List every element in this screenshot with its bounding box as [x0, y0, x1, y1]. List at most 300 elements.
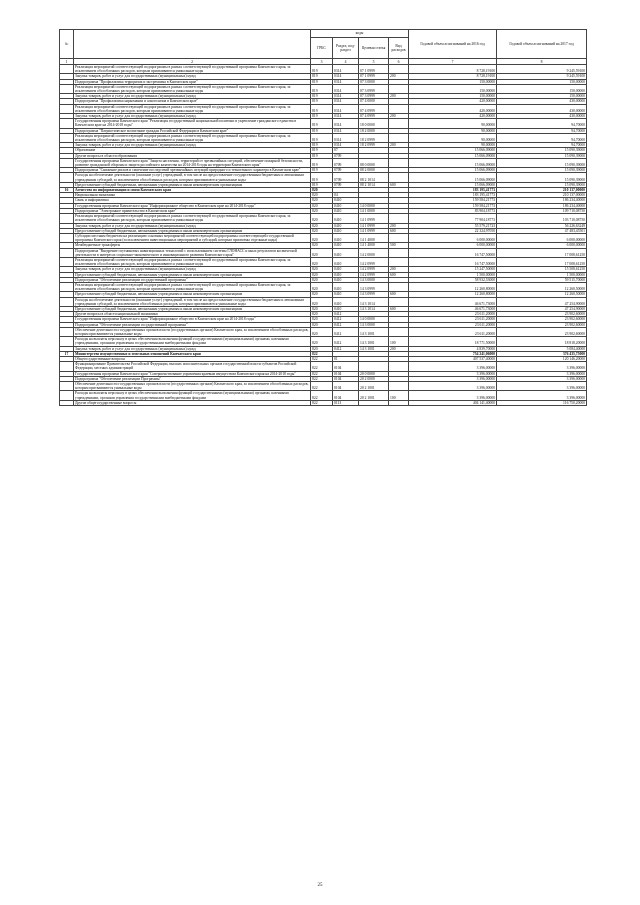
row-target: 14 2 0999 [359, 267, 389, 272]
row-expense-type: 200 [389, 267, 409, 272]
row-amount-2017: 150,00000 [497, 84, 587, 93]
row-amount-2016: 1 500,00000 [409, 272, 497, 277]
row-grbs: 819 [311, 168, 333, 173]
row-name: Закупка товаров, работ и услуг для государственных (муниципальных) нужд [74, 74, 311, 79]
row-section: 0104 [333, 362, 359, 371]
row-target: 14 0 0000 [359, 203, 389, 208]
row-target: 07 4 0000 [359, 99, 389, 104]
row-name: Предоставление субсидий бюджетным, автономным учреждениям и иным некоммерческим организациям [74, 272, 311, 277]
row-section: 0410 [333, 267, 359, 272]
row-amount-2016: 90,00000 [409, 133, 497, 142]
row-amount-2016: 420,00000 [409, 99, 497, 104]
row-name: Образование [74, 148, 311, 153]
row-amount-2017: 23 902,60000 [497, 327, 587, 336]
row-section: 0709 [333, 158, 359, 167]
row-target: 14 1 0999 [359, 223, 389, 228]
row-section: 0410 [333, 277, 359, 282]
row-amount-2016: 90,00000 [409, 143, 497, 148]
row-number [60, 104, 74, 113]
row-expense-type [389, 400, 409, 405]
row-target: 14 3 1001 [359, 346, 389, 351]
row-amount-2016: 23 611,20000 [409, 327, 497, 336]
row-section: 04 [333, 193, 359, 198]
row-section: 0709 [333, 153, 359, 158]
row-amount-2016: 18 771,50000 [409, 337, 497, 346]
header-section: Раздел, под-раздел [333, 38, 359, 59]
row-section: 01 [333, 356, 359, 361]
row-number [60, 337, 74, 346]
row-amount-2017: 94,70000 [497, 143, 587, 148]
row-expense-type: 200 [389, 94, 409, 99]
row-section: 0412 [333, 312, 359, 317]
row-amount-2016: 16 747,50000 [409, 257, 497, 266]
row-number [60, 233, 74, 242]
row-target: 14 1 4000 [359, 233, 389, 242]
row-name: Подпрограмма "Профилактика терроризма и экстремизма в Камчатском крае" [74, 79, 311, 84]
row-amount-2016: 15 066,09000 [409, 182, 497, 187]
row-amount-2017: 12 260,50000 [497, 282, 587, 291]
row-amount-2016: 404 141,40000 [409, 400, 497, 405]
row-amount-2016: 4 839,70000 [409, 346, 497, 351]
row-expense-type [389, 173, 409, 182]
row-section: 0314 [333, 74, 359, 79]
row-name: Государственная программа Камчатского края "Реализация государственной национальной политики и укрепление гражданского единства в Камчатском крае на 2014-2018 годы" [74, 119, 311, 128]
row-amount-2017: 56 226,63249 [497, 223, 587, 228]
row-name: Межбюджетные трансферты [74, 243, 311, 248]
header-expense-type: Вид расходов [389, 38, 409, 59]
row-target: 07 1 0999 [359, 74, 389, 79]
row-target: 14 1 0000 [359, 208, 389, 213]
row-amount-2016: 77 904,18773 [409, 214, 497, 223]
row-name: Предоставление субсидий бюджетным, автономным учреждениям и иным некоммерческим организациям [74, 182, 311, 187]
row-amount-2016: 58 932,53000 [409, 277, 497, 282]
row-grbs: 819 [311, 173, 333, 182]
row-name: Связь и информатика [74, 198, 311, 203]
row-grbs: 820 [311, 327, 333, 336]
row-grbs: 819 [311, 94, 333, 99]
row-amount-2017: 15 090,39000 [497, 148, 587, 153]
row-target: 18 0 0000 [359, 119, 389, 128]
row-grbs: 822 [311, 400, 333, 405]
row-amount-2017: 9 245,59100 [497, 65, 587, 74]
row-expense-type: 200 [389, 223, 409, 228]
row-amount-2016: 183 195,41773 [409, 188, 497, 193]
row-amount-2017: 186 234,40000 [497, 198, 587, 203]
row-section: 0709 [333, 173, 359, 182]
row-section: 0314 [333, 119, 359, 128]
row-name: Предоставление субсидий бюджетным, автономным учреждениям и иным некоммерческим организациям [74, 292, 311, 297]
row-name: Подпрограмма "Внедрение спутниковых навигационных технологий с использованием системы ГЛОНАСС и иных результатов космической деятельности в интересах социально-экономического и инновационного развития Камчатского края" [74, 248, 311, 257]
row-grbs: 822 [311, 351, 333, 356]
row-grbs: 820 [311, 282, 333, 291]
row-amount-2017: 23 902,60000 [497, 312, 587, 317]
table-row [60, 119, 587, 128]
row-expense-type [389, 382, 409, 391]
row-section: 0412 [333, 327, 359, 336]
row-section: 0410 [333, 292, 359, 297]
row-name: Расходы на выплаты персоналу в целях обеспечения выполнения функций государственными (муниципальными) органами, казенными учреждениями, органами управления государственными внебюджетными фондами [74, 337, 311, 346]
row-target: 14 2 0999 [359, 257, 389, 266]
row-grbs: 819 [311, 158, 333, 167]
header-name [74, 30, 311, 59]
row-section: 0410 [333, 257, 359, 266]
row-amount-2017: 3 396,00000 [497, 382, 587, 391]
row-amount-2017: 5 084,40000 [497, 346, 587, 351]
row-amount-2017: 430,00000 [497, 104, 587, 113]
row-target: 14 1 0999 [359, 228, 389, 233]
row-amount-2017: 109 710,08750 [497, 208, 587, 213]
table-row [60, 337, 587, 346]
row-target: 14 2 0999 [359, 272, 389, 277]
row-grbs: 819 [311, 153, 333, 158]
row-amount-2016: 407 537,40000 [409, 356, 497, 361]
row-amount-2017: 6 000,00000 [497, 243, 587, 248]
row-name: Другие вопросы в области образования [74, 153, 311, 158]
row-expense-type [389, 104, 409, 113]
row-name: Государственная программа Камчатского края "Совершенствование управления краевым имуществом Камчатского края на 2014-2018 годы" [74, 371, 311, 376]
header-vol-2016: Годовой объем ассигнований на 2016 год [409, 30, 497, 59]
row-name: Реализация мероприятий соответствующей подпрограммы в рамках соответствующей государственной программы Камчатского края, за исключением обособленных расходов, которым присваиваются уникальные коды [74, 133, 311, 142]
row-amount-2016: 15 066,09000 [409, 173, 497, 182]
row-number [60, 214, 74, 223]
row-grbs: 820 [311, 243, 333, 248]
row-amount-2017: 18 818,20000 [497, 337, 587, 346]
row-amount-2017: 17 008,61250 [497, 257, 587, 266]
row-expense-type [389, 214, 409, 223]
row-amount-2017: 3 396,00000 [497, 362, 587, 371]
row-name: Агентство по информатизации и связи Камчатского края [74, 188, 311, 193]
row-target: 07 4 0999 [359, 104, 389, 113]
row-section: 0314 [333, 143, 359, 148]
row-section: 0314 [333, 94, 359, 99]
row-name: Закупка товаров, работ и услуг для государственных (муниципальных) нужд [74, 267, 311, 272]
row-expense-type [389, 119, 409, 128]
row-target: 14 1 0999 [359, 214, 389, 223]
row-grbs: 819 [311, 133, 333, 142]
row-grbs: 820 [311, 297, 333, 306]
row-amount-2017: 116 750,20000 [497, 400, 587, 405]
row-grbs: 819 [311, 119, 333, 128]
row-amount-2017: 150,00000 [497, 94, 587, 99]
row-section: 0104 [333, 382, 359, 391]
row-number [60, 327, 74, 336]
row-name: Функционирование Правительства Российской Федерации, высших исполнительных органов государственной власти субъектов Российской Федерации, местных администраций [74, 362, 311, 371]
row-section: 0709 [333, 182, 359, 187]
row-section: 0410 [333, 243, 359, 248]
row-number: 16 [60, 188, 74, 193]
row-grbs: 820 [311, 312, 333, 317]
row-section: 0410 [333, 272, 359, 277]
row-amount-2016: 22 324,97050 [409, 228, 497, 233]
row-expense-type [389, 158, 409, 167]
row-amount-2017: 17 008,61250 [497, 248, 587, 257]
row-target: 14 3 0000 [359, 277, 389, 282]
col-number: 4 [333, 59, 359, 65]
row-section: 0410 [333, 208, 359, 213]
row-grbs: 820 [311, 322, 333, 327]
row-grbs: 820 [311, 223, 333, 228]
row-grbs: 820 [311, 346, 333, 351]
col-number: 2 [74, 59, 311, 65]
row-amount-2017: 103 710,08750 [497, 214, 587, 223]
row-amount-2017: 47 254,90000 [497, 306, 587, 311]
header-row [60, 30, 587, 38]
row-amount-2017: 210 137,00000 [497, 188, 587, 193]
row-section: 0314 [333, 133, 359, 142]
row-amount-2016: 3 396,00000 [409, 376, 497, 381]
table-row [60, 233, 587, 242]
row-expense-type [389, 65, 409, 74]
row-grbs: 819 [311, 84, 333, 93]
row-target: 20 0 0000 [359, 371, 389, 376]
row-number [60, 133, 74, 142]
row-target: 14 3 1014 [359, 297, 389, 306]
row-expense-type: 100 [389, 337, 409, 346]
row-expense-type: 200 [389, 143, 409, 148]
row-grbs: 820 [311, 188, 333, 193]
header-target: Целевая статья [359, 38, 389, 59]
row-target: 08 2 1014 [359, 173, 389, 182]
row-amount-2017: 15 090,39000 [497, 182, 587, 187]
row-grbs: 822 [311, 382, 333, 391]
row-expense-type: 600 [389, 272, 409, 277]
row-target: 14 3 0999 [359, 282, 389, 291]
row-grbs: 820 [311, 277, 333, 282]
row-grbs: 820 [311, 233, 333, 242]
row-amount-2017: 15 090,39000 [497, 173, 587, 182]
row-amount-2017: 376 435,75000 [497, 351, 587, 356]
col-number: 6 [389, 59, 409, 65]
row-expense-type [389, 327, 409, 336]
row-amount-2017: 430,00000 [497, 114, 587, 119]
row-section: 0113 [333, 400, 359, 405]
row-section: 07 [333, 148, 359, 153]
row-name: Общегосударственные вопросы [74, 356, 311, 361]
row-grbs: 819 [311, 104, 333, 113]
row-expense-type: 600 [389, 228, 409, 233]
table-row [60, 282, 587, 291]
row-target: 18 2 0999 [359, 133, 389, 142]
row-expense-type [389, 282, 409, 291]
row-name: Расходы на обеспечение деятельности (оказание услуг) учреждений, в том числе на предоставление государственным бюджетным и автономным учреждениям субсидий, за исключением обособленных расходов, которым присваиваются уникальные коды [74, 173, 311, 182]
row-grbs: 820 [311, 248, 333, 257]
row-target: 07 3 0999 [359, 84, 389, 93]
row-amount-2016: 83 904,18773 [409, 208, 497, 213]
header-codes: коды [311, 30, 409, 38]
col-number: 3 [311, 59, 333, 65]
row-grbs: 822 [311, 376, 333, 381]
table-row [60, 362, 587, 371]
row-target: 18 2 0000 [359, 128, 389, 133]
row-name: Реализация мероприятий соответствующей подпрограммы в рамках соответствующей государственной программы Камчатского края, за исключением обособленных расходов, которым присваиваются уникальные коды [74, 257, 311, 266]
row-amount-2016: 15 066,09000 [409, 153, 497, 158]
row-name: Реализация мероприятий соответствующей подпрограммы в рамках соответствующей государственной программы Камчатского края, за исключением обособленных расходов, которым присваиваются уникальные коды [74, 65, 311, 74]
row-amount-2017: 23 902,60000 [497, 322, 587, 327]
row-amount-2016: 23 611,20000 [409, 312, 497, 317]
row-name: Закупка товаров, работ и услуг для государственных (муниципальных) нужд [74, 223, 311, 228]
row-target: 08 0 0000 [359, 158, 389, 167]
table-body [60, 65, 587, 406]
row-amount-2017: 94,70000 [497, 128, 587, 133]
row-amount-2017: 3 396,00000 [497, 376, 587, 381]
row-grbs: 820 [311, 198, 333, 203]
row-name: Предоставление субсидий бюджетным, автономным учреждениям и иным некоммерческим организациям [74, 306, 311, 311]
row-section: 0314 [333, 128, 359, 133]
row-amount-2016: 183 195,41773 [409, 193, 497, 198]
row-name: Субсидии местным бюджетам на реализацию основных мероприятий соответствующей подпрограммы соответствующей государственной программы Камчатского края (за исключением инвестиционных мероприятий и субсидий, которым присвоены отдельные коды) [74, 233, 311, 242]
row-target: 14 1 4000 [359, 243, 389, 248]
row-grbs: 820 [311, 203, 333, 208]
row-amount-2016: 159 584,21773 [409, 198, 497, 203]
row-name: Другие вопросы в области национальной экономики [74, 312, 311, 317]
row-name: Подпрограмма "Патриотическое воспитание граждан Российской Федерации в Камчатском крае" [74, 128, 311, 133]
row-section: 0314 [333, 99, 359, 104]
table-row [60, 173, 587, 182]
row-target: 07 3 0000 [359, 79, 389, 84]
row-amount-2017: 15 090,39000 [497, 153, 587, 158]
row-amount-2016: 15 247,50000 [409, 267, 497, 272]
table-row [60, 382, 587, 391]
row-target: 14 2 0000 [359, 248, 389, 257]
table-row [60, 327, 587, 336]
row-name: Предоставление субсидий бюджетным, автономным учреждениям и иным некоммерческим организациям [74, 228, 311, 233]
row-expense-type [389, 362, 409, 371]
row-name: Другие общегосударственные вопросы [74, 400, 311, 405]
table-row [60, 248, 587, 257]
row-section: 0104 [333, 391, 359, 400]
table-row [60, 214, 587, 223]
row-amount-2017: 47 254,90000 [497, 297, 587, 306]
row-name: Обеспечение деятельности государственных органов власти (государственных органов) Камчатского края, за исключением обособленных расходов, которым присваиваются уникальные коды [74, 382, 311, 391]
row-name: Реализация мероприятий соответствующей подпрограммы в рамках соответствующей государственной программы Камчатского края, за исключением обособленных расходов, которым присваиваются уникальные коды [74, 282, 311, 291]
row-target: 14 0 0000 [359, 317, 389, 322]
row-name: Подпрограмма "Электронное правительство в Камчатском крае" [74, 208, 311, 213]
row-grbs: 820 [311, 337, 333, 346]
row-expense-type [389, 257, 409, 266]
row-number: 17 [60, 351, 74, 356]
row-section: 0314 [333, 84, 359, 93]
row-expense-type [389, 233, 409, 242]
row-target: 14 3 0000 [359, 322, 389, 327]
header-grbs: ГРБС [311, 38, 333, 59]
row-section: 0412 [333, 317, 359, 322]
row-name: Реализация мероприятий соответствующей подпрограммы в рамках соответствующей государственной программы Камчатского края, за исключением обособленных расходов, которым присваиваются уникальные коды [74, 104, 311, 113]
row-target: 14 3 1001 [359, 337, 389, 346]
row-amount-2016: 150,00000 [409, 94, 497, 99]
row-amount-2016: 15 066,09000 [409, 158, 497, 167]
row-amount-2016: 15 066,09000 [409, 148, 497, 153]
row-amount-2016: 23 611,20000 [409, 317, 497, 322]
row-amount-2016: 6 000,00000 [409, 243, 497, 248]
row-grbs: 819 [311, 128, 333, 133]
row-name: Подпрограмма "Обеспечение реализации государственной программы" [74, 277, 311, 282]
row-amount-2016: 23 611,20000 [409, 322, 497, 327]
table-row [60, 84, 587, 93]
row-name: Реализация мероприятий соответствующей подпрограммы в рамках соответствующей государственной программы Камчатского края, за исключением обособленных расходов, которым присваиваются уникальные коды [74, 214, 311, 223]
row-amount-2017: 1 500,00000 [497, 272, 587, 277]
budget-table [59, 29, 587, 406]
row-name: Закупка товаров, работ и услуг для государственных (муниципальных) нужд [74, 94, 311, 99]
row-number [60, 282, 74, 291]
row-name: Расходы на обеспечение деятельности (оказание услуг) учреждений, в том числе на предоставление государственным бюджетным и автономным учреждениям субсидий, за исключением обособленных расходов, которым присваиваются уникальные коды [74, 297, 311, 306]
table-row [60, 133, 587, 142]
row-number [60, 84, 74, 93]
row-amount-2016: 420,00000 [409, 104, 497, 113]
row-section: 0412 [333, 346, 359, 351]
row-amount-2017: 15 090,39000 [497, 158, 587, 167]
row-section: 0410 [333, 214, 359, 223]
row-name: Реализация мероприятий соответствующей подпрограммы в рамках соответствующей государственной программы Камчатского края, за исключением обособленных расходов, которым присваиваются уникальные коды [74, 84, 311, 93]
row-grbs: 819 [311, 65, 333, 74]
row-name: Государственная программа Камчатского края "Информационное общество в Камчатском крае на 2014-2018 годы" [74, 203, 311, 208]
row-grbs: 819 [311, 79, 333, 84]
row-target: 14 3 1001 [359, 327, 389, 336]
row-amount-2016: 3 396,00000 [409, 371, 497, 376]
row-section: 0410 [333, 203, 359, 208]
row-grbs: 820 [311, 193, 333, 198]
row-grbs: 822 [311, 391, 333, 400]
row-grbs: 820 [311, 208, 333, 213]
row-target: 07 1 0999 [359, 65, 389, 74]
row-expense-type: 200 [389, 114, 409, 119]
table-row [60, 391, 587, 400]
row-name: Закупка товаров, работ и услуг для государственных (муниципальных) нужд [74, 346, 311, 351]
row-expense-type: 500 [389, 243, 409, 248]
row-name: Обеспечение деятельности государственных органов власти (государственных органов) Камчатского края, за исключением обособленных расходов, которым присваиваются уникальные коды [74, 327, 311, 336]
row-grbs: 820 [311, 267, 333, 272]
row-amount-2017: 3 396,00000 [497, 371, 587, 376]
row-section: 0410 [333, 297, 359, 306]
row-name: Государственная программа Камчатского края "Информационное общество в Камчатском крае на 2014-2018 годы" [74, 317, 311, 322]
row-name: Национальная экономика [74, 193, 311, 198]
row-expense-type: 100 [389, 391, 409, 400]
row-section: 0314 [333, 114, 359, 119]
row-grbs: 819 [311, 114, 333, 119]
row-target: 07 4 0999 [359, 114, 389, 119]
row-target [359, 400, 389, 405]
row-expense-type [389, 248, 409, 257]
row-amount-2017: 210 137,00000 [497, 193, 587, 198]
table-row [60, 257, 587, 266]
row-grbs: 820 [311, 317, 333, 322]
row-number [60, 119, 74, 128]
row-section: 0410 [333, 223, 359, 228]
row-amount-2016: 6 000,00000 [409, 233, 497, 242]
row-number [60, 297, 74, 306]
row-amount-2016: 12 260,80000 [409, 282, 497, 291]
row-name: Подпрограмма "Снижение рисков и смягчение последствий чрезвычайных ситуаций природного и техногенного характера в Камчатском крае" [74, 168, 311, 173]
row-expense-type: 600 [389, 182, 409, 187]
row-number [60, 248, 74, 257]
row-grbs: 820 [311, 292, 333, 297]
row-target: 20 2 1001 [359, 391, 389, 400]
row-amount-2017: 47 483,45501 [497, 228, 587, 233]
row-amount-2016: 16 747,50000 [409, 248, 497, 257]
row-name: Подпрограмма "Обеспечение реализации Программы" [74, 376, 311, 381]
row-amount-2017: 6 000,00000 [497, 233, 587, 242]
row-target: 14 3 1014 [359, 306, 389, 311]
row-grbs: 822 [311, 371, 333, 376]
row-section: 0410 [333, 306, 359, 311]
row-number [60, 382, 74, 391]
row-target: 08 2 0000 [359, 168, 389, 173]
col-number: 8 [497, 59, 587, 65]
row-name: Государственная программа Камчатского края "Защита населения, территорий от чрезвычайных ситуаций, обеспечение пожарной безопасности, развитие гражданской обороны и защита российского казачества на 2014-2018 годы на территории Камчатского края" [74, 158, 311, 167]
row-amount-2016: 12 260,80000 [409, 292, 497, 297]
row-grbs: 819 [311, 99, 333, 104]
table-row [60, 104, 587, 113]
row-grbs: 819 [311, 143, 333, 148]
